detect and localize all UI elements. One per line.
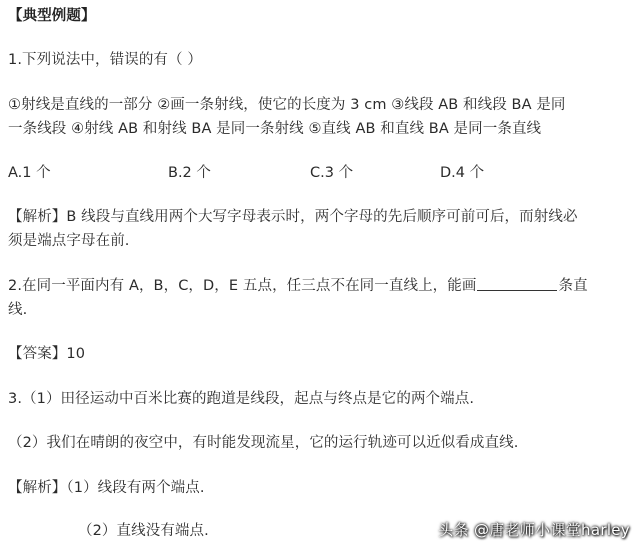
answer-blank xyxy=(477,276,557,291)
option-b: B.2 个 xyxy=(168,165,211,181)
question-3-part-2: （2）我们在晴朗的夜空中，有时能发现流星，它的运行轨迹可以近似看成直线. xyxy=(8,435,519,451)
question-1-stem: 1.下列说法中，错误的有（ ） xyxy=(8,52,202,68)
question-2-stem-line-2: 线. xyxy=(8,302,28,318)
question-3-analysis-1: 【解析】（1）线段有两个端点. xyxy=(8,480,205,496)
option-d: D.4 个 xyxy=(440,165,485,181)
question-3-analysis-2: （2）直线没有端点. xyxy=(78,523,209,539)
option-a: A.1 个 xyxy=(8,165,51,181)
question-1-analysis-line-2: 须是端点字母在前. xyxy=(8,233,130,249)
question-2-stem-tail: 条直 xyxy=(558,278,588,294)
question-3-part-1: 3.（1）田径运动中百米比赛的跑道是线段，起点与终点是它的两个端点. xyxy=(8,391,475,407)
question-1-analysis-line-1: 【解析】B 线段与直线用两个大写字母表示时，两个字母的先后顺序可前可后，而射线必 xyxy=(8,209,578,225)
question-1-statements-line-1: ①射线是直线的一部分 ②画一条射线，使它的长度为 3 cm ③线段 AB 和线段 BA 是同 xyxy=(8,97,566,113)
option-c: C.3 个 xyxy=(310,165,354,181)
watermark: 头条 @唐老师小课堂harley xyxy=(438,521,630,539)
question-2-stem-text: 2.在同一平面内有 A，B，C，D，E 五点，任三点不在同一直线上，能画 xyxy=(8,278,477,294)
question-2-answer: 【答案】10 xyxy=(8,346,86,362)
question-2-stem xyxy=(8,276,588,296)
section-heading: 【典型例题】 xyxy=(8,8,96,24)
question-1-statements-line-2: 一条线段 ④射线 AB 和射线 BA 是同一条射线 ⑤直线 AB 和直线 BA 是同一条直线 xyxy=(8,121,542,137)
